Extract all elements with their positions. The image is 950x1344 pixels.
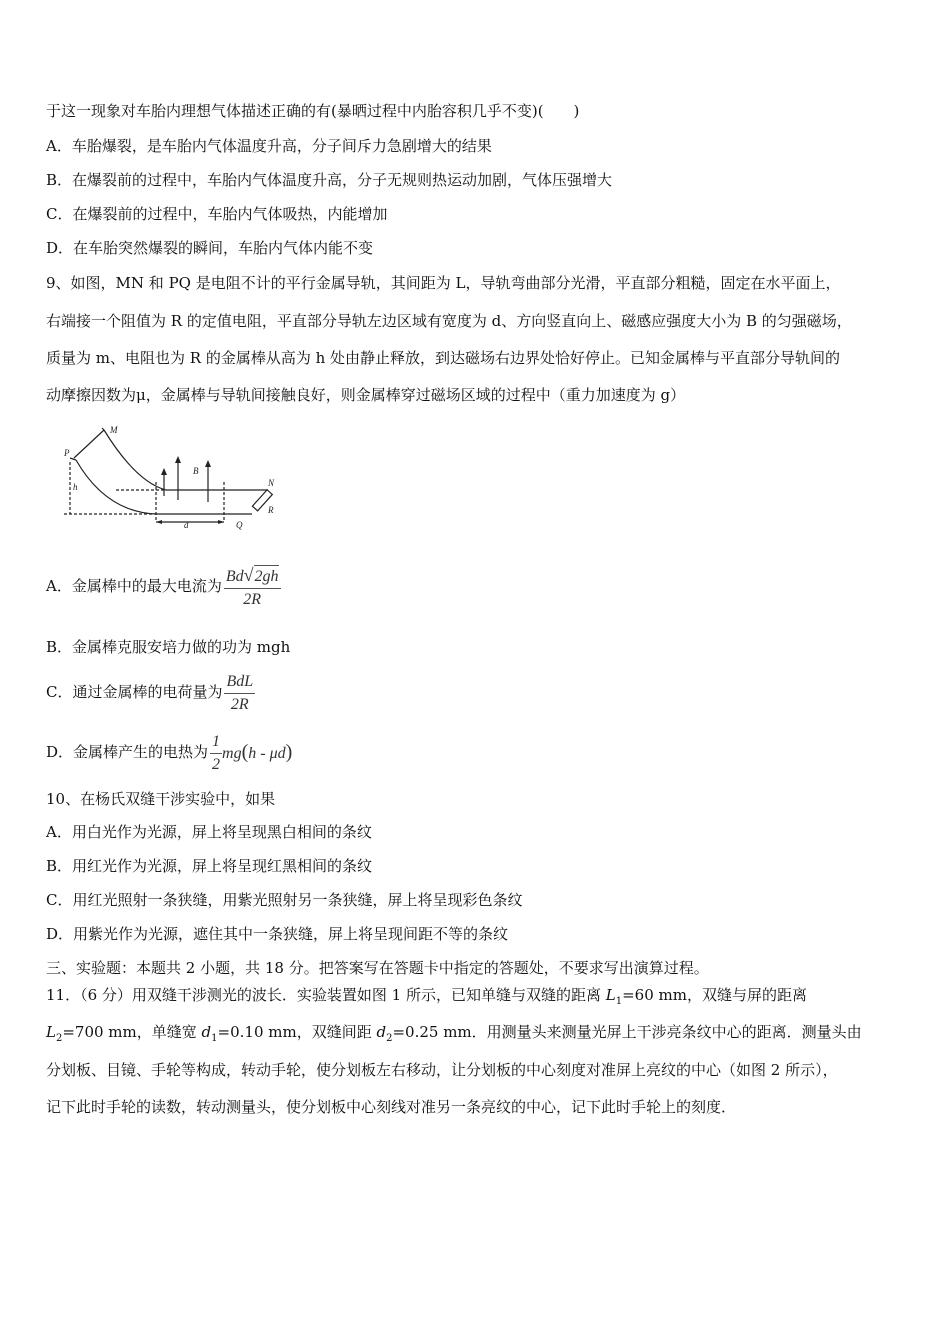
q9-stem-line-4: 动摩擦因数为μ，金属棒与导轨间接触良好，则金属棒穿过磁场区域的过程中（重力加速度为 g） <box>46 386 686 404</box>
q9-stem-line-2: 右端接一个阻值为 R 的定值电阻，平直部分导轨左边区域有宽度为 d、方向竖直向上、磁感应强度大小为 B 的匀强磁场， <box>46 312 852 330</box>
label-q: Q <box>236 520 243 530</box>
q11-line-1 <box>46 985 807 1012</box>
label-r: R <box>268 505 274 515</box>
q9-option-d-fraction <box>210 731 222 776</box>
formula-den: 2R <box>230 695 249 713</box>
q9-stem-line-3: 质量为 m、电阻也为 R 的金属棒从高为 h 处由静止释放，到达磁场右边界处恰好停止。已知金属棒与平直部分导轨间的 <box>46 349 841 367</box>
var-l: L <box>46 1023 56 1041</box>
label-m: M <box>110 425 118 435</box>
label-b: B <box>193 466 199 476</box>
q10-option-a: A．用白光作为光源，屏上将呈现黑白相间的条纹 <box>46 823 372 841</box>
q9-option-c <box>46 666 255 718</box>
q8-option-a: A．车胎爆裂，是车胎内气体温度升高，分子间斥力急剧增大的结果 <box>46 137 492 155</box>
curved-rail-pq <box>76 460 156 514</box>
sub-1: 1 <box>615 996 623 1007</box>
q9-option-b: B．金属棒克服安培力做的功为 mgh <box>46 638 291 656</box>
q11-line-1-a: 11．（6 分）用双缝干涉测光的波长．实验装置如图 1 所示，已知单缝与双缝的距离 <box>46 986 606 1004</box>
q8-option-c: C．在爆裂前的过程中，车胎内气体吸热，内能增加 <box>46 205 388 223</box>
sub-2: 2 <box>386 1033 393 1044</box>
q11-line-2-b: =0.10 mm，双缝间距 <box>217 1023 377 1041</box>
var-d: d <box>376 1023 387 1041</box>
q9-option-a-text: A．金属棒中的最大电流为 <box>46 577 222 595</box>
var-l: L <box>605 986 616 1004</box>
q10-option-b: B．用红光作为光源，屏上将呈现红黑相间的条纹 <box>46 857 373 875</box>
q9-stem-line-1: 9、如图，MN 和 PQ 是电阻不计的平行金属导轨，其间距为 L，导轨弯曲部分光滑，平直部分粗糙，固定在水平面上， <box>46 274 841 292</box>
q11-line-2-c: =0.25 mm．用测量头来测量光屏上干涉亮条纹中心的距离．测量头由 <box>392 1023 862 1041</box>
sub-1: 1 <box>211 1033 218 1044</box>
var-d: d <box>201 1023 212 1041</box>
q11-line-3: 分划板、目镜、手轮等构成，转动手轮，使分划板左右移动，让分划板的中心刻度对准屏上亮纹的中心（如图 2 所示）， <box>46 1061 838 1079</box>
q9-option-d-text: D．金属棒产生的电热为 <box>46 743 209 761</box>
formula-inner: h - μd <box>248 745 286 762</box>
q9-option-d-expr: mg(h - μd) <box>222 741 293 763</box>
formula-num: BdL <box>224 671 255 694</box>
sub-2: 2 <box>55 1033 63 1044</box>
label-p: P <box>64 448 70 458</box>
q9-rail-figure <box>56 422 286 534</box>
q9-option-a <box>46 560 281 612</box>
q8-option-d: D．在车胎突然爆裂的瞬间，车胎内气体内能不变 <box>46 239 374 257</box>
formula-den: 2 <box>212 755 221 773</box>
formula-mg: mg <box>222 745 242 762</box>
q11-line-2-a: =700 mm，单缝宽 <box>62 1023 202 1041</box>
q8-option-b: B．在爆裂前的过程中，车胎内气体温度升高，分子无规则热运动加剧，气体压强增大 <box>46 171 613 189</box>
label-h: h <box>73 482 78 492</box>
section-3-heading: 三、实验题：本题共 2 小题，共 18 分。把答案写在答题卡中指定的答题处，不要求写出演算过程。 <box>46 959 709 977</box>
q9-option-a-formula: $\frac{Bd√2gh}{2R}$ <box>224 564 281 611</box>
q11-line-4: 记下此时手轮的读数，转动测量头，使分划板中心刻线对准另一条亮纹的中心，记下此时手轮上的刻度． <box>46 1098 737 1116</box>
formula-root: 2gh <box>254 565 279 588</box>
q9-option-c-text: C．通过金属棒的电荷量为 <box>46 683 223 701</box>
formula-den: 2R <box>243 590 262 608</box>
q11-line-2 <box>46 1022 862 1049</box>
q9-option-d <box>46 726 292 780</box>
label-d: d <box>184 520 189 530</box>
q10-stem: 10、在杨氏双缝干涉实验中，如果 <box>46 790 276 808</box>
q11-line-1-b: =60 mm，双缝与屏的距离 <box>622 986 807 1004</box>
q10-option-c: C．用红光照射一条狭缝，用紫光照射另一条狭缝，屏上将呈现彩色条纹 <box>46 891 523 909</box>
formula-bd: Bd <box>225 567 244 585</box>
q10-option-d: D．用紫光作为光源，遮住其中一条狭缝，屏上将呈现间距不等的条纹 <box>46 925 509 943</box>
q9-option-c-formula <box>224 671 255 716</box>
label-n: N <box>268 478 275 488</box>
q8-stem-tail: 于这一现象对车胎内理想气体描述正确的有(暴晒过程中内胎容积几乎不变)( ) <box>46 102 580 120</box>
curved-rail-mn <box>104 430 166 490</box>
formula-num: 1 <box>210 731 222 754</box>
